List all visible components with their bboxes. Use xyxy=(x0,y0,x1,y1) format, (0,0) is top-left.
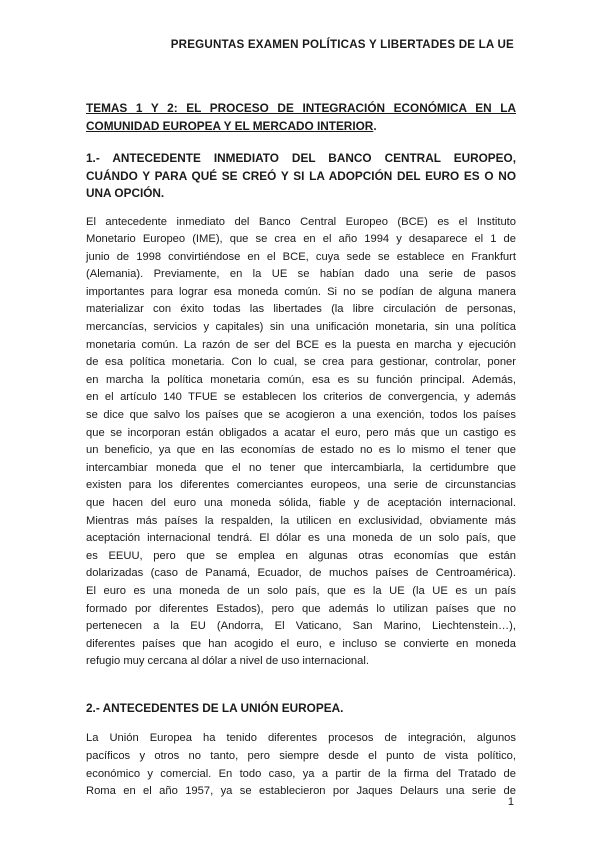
body-text-line: junio de 1998 convirtiéndose en el BCE, cuya sede se establece en Frankfurt xyxy=(86,250,516,263)
body-text-line: que hacen del euro una moneda sólida, fiable y de aceptación internacional. xyxy=(86,497,516,509)
body-text-line: dolarizadas (caso de Panamá, Ecuador, de muchos países de Centroamérica). xyxy=(86,567,516,580)
question-1-heading-line: UNA OPCIÓN. xyxy=(86,186,165,200)
body-text-line: Roma en el año 1957, ya se establecieron por Jaques Delaurs una serie de xyxy=(86,785,516,798)
question-2-heading: 2.- ANTECEDENTES DE LA UNIÓN EUROPEA. xyxy=(86,700,344,715)
body-text-line: El euro es una moneda de un solo país, que es la UE (la UE es un país xyxy=(86,584,516,597)
body-text-line: mercancías, servicios y capitales) sin una unificación monetaria, sin una política xyxy=(86,321,516,334)
body-text-line: monetaria común. La razón de ser del BCE es la puesta en marcha y ejecución xyxy=(86,338,516,351)
section-title-line-1: TEMAS 1 Y 2: EL PROCESO DE INTEGRACIÓN ECONÓMICA EN LA xyxy=(86,101,516,115)
body-text-line: se dice que salvo los países que se acogieron a una exención, todos los países xyxy=(86,409,516,422)
body-text-line: existen para los diferentes comerciantes europeos, una serie de circunstancias xyxy=(86,479,516,492)
section-title xyxy=(86,100,516,135)
body-text-line: formado por diferentes Estados), pero que además lo utilizan países que no xyxy=(86,602,516,615)
body-text-line: Mientras más países la respalden, la utilicen en exclusividad, obviamente más xyxy=(86,514,516,527)
body-text-line: materializar con éxito todas las libertades (la libre circulación de personas, xyxy=(86,303,516,316)
body-text-line: (Alemania). Previamente, en la UE se habían dado una serie de pasos xyxy=(86,268,516,281)
body-text-line: que se incorporan están obligados a acatar el euro, pero más que un castigo es xyxy=(86,426,516,439)
body-text-line: pertenecen a la EU (Andorra, El Vaticano, San Marino, Liechtenstein…), xyxy=(86,620,516,633)
body-text-line: Monetario Europeo (IME), que se crea en el año 1994 y desaparece el 1 de xyxy=(86,233,516,246)
body-text-line: intercambiar moneda que el no tener que intercambiarla, la certidumbre que xyxy=(86,461,516,474)
body-text-line: en marcha la política monetaria común, esa es su función principal. Además, xyxy=(86,373,516,386)
body-text-line: un beneficio, ya que en las economías de estado no es lo mismo el tener que xyxy=(86,444,516,457)
page-number: 1 xyxy=(507,796,514,808)
body-text-line: económico y comercial. En todo caso, ya a partir de la firma del Tratado de xyxy=(86,767,516,780)
question-1-heading xyxy=(86,150,516,203)
question-1-body xyxy=(86,214,516,671)
body-text-line: La Unión Europea ha tenido diferentes procesos de integración, algunos xyxy=(86,732,516,745)
page-header: PREGUNTAS EXAMEN POLÍTICAS Y LIBERTADES DE LA UE xyxy=(170,38,514,51)
body-text-line: diferentes países que han acogido el euro, e incluso se convierte en moneda xyxy=(86,637,516,650)
body-text-line: aceptación internacional tendrá. El dólar es una moneda de un solo país, que xyxy=(86,532,516,545)
body-text-line: refugio muy cercana al dólar a nivel de uso internacional. xyxy=(86,655,369,668)
body-text-line: El antecedente inmediato del Banco Central Europeo (BCE) es el Instituto xyxy=(86,215,516,228)
question-2-body xyxy=(86,730,516,800)
body-text-line: en el artículo 140 TFUE se establecen los criterios de convergencia, y además xyxy=(86,391,516,404)
section-title-period: . xyxy=(373,118,377,133)
page-content xyxy=(86,100,516,801)
question-1-heading-line: 1.- ANTECEDENTE INMEDIATO DEL BANCO CENTRAL EUROPEO, xyxy=(86,151,516,165)
body-text-line: importantes para lograr esa moneda común. Si no se podían de alguna manera xyxy=(86,285,516,298)
body-text-line: pacíficos y otros no tanto, pero siempre desde el punto de vista político, xyxy=(86,750,516,763)
question-1-heading-line: CUÁNDO Y PARA QUÉ SE CREÓ Y SI LA ADOPCIÓN DEL EURO ES O NO xyxy=(86,168,516,183)
body-text-line: es EEUU, pero que se emplea en algunas otras economías que están xyxy=(86,549,516,562)
body-text-line: de esa política monetaria. Con lo cual, se crea para gestionar, controlar, poner xyxy=(86,356,516,369)
section-title-line-2: COMUNIDAD EUROPEA Y EL MERCADO INTERIOR xyxy=(86,118,374,133)
